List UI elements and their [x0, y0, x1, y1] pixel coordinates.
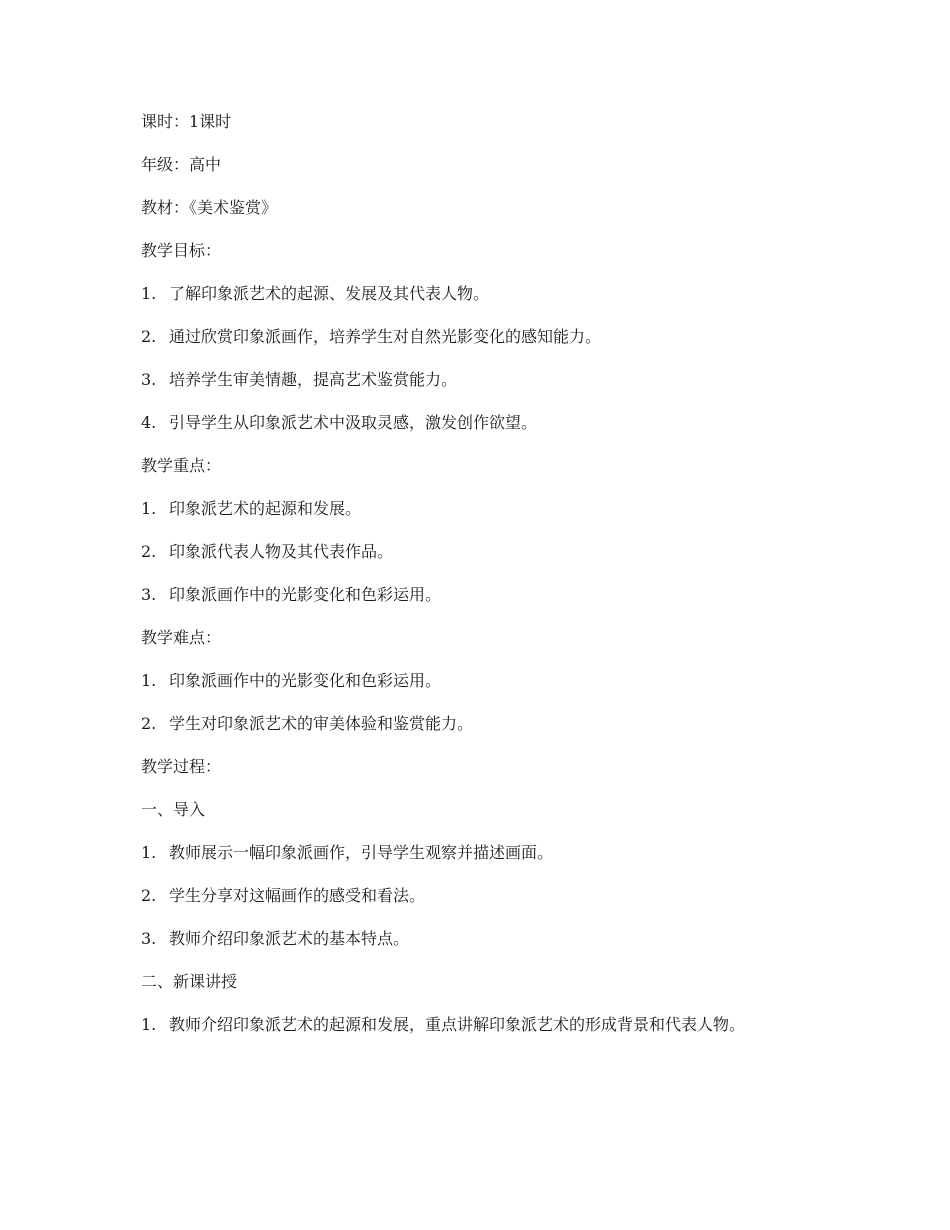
difficulty-item [141, 710, 811, 738]
intro-item [141, 882, 811, 910]
objectives-heading: 教学目标： [141, 241, 222, 260]
intro-item [141, 925, 811, 953]
list-number: 2. [141, 327, 157, 346]
key-point-item [141, 538, 811, 566]
list-text: 教师介绍印象派艺术的起源和发展，重点讲解印象派艺术的形成背景和代表人物。 [169, 1015, 746, 1034]
objective-item [141, 409, 811, 437]
list-text: 印象派艺术的起源和发展。 [169, 499, 362, 518]
list-number: 1. [141, 671, 157, 690]
key-points-heading: 教学重点： [141, 456, 222, 475]
list-number: 1. [141, 499, 157, 518]
new-lesson-section-heading: 二、新课讲授 [141, 972, 238, 991]
list-number: 3. [141, 929, 157, 948]
objective-item [141, 366, 811, 394]
list-text: 印象派画作中的光影变化和色彩运用。 [169, 585, 442, 604]
intro-item [141, 839, 811, 867]
list-number: 2. [141, 714, 157, 733]
list-number: 1. [141, 843, 157, 862]
process-heading: 教学过程： [141, 757, 222, 776]
list-number: 1. [141, 284, 157, 303]
list-number: 2. [141, 542, 157, 561]
list-text: 印象派画作中的光影变化和色彩运用。 [169, 671, 442, 690]
lesson-grade: 年级：高中 [141, 155, 222, 174]
key-point-item [141, 495, 811, 523]
intro-section-heading: 一、导入 [141, 800, 206, 819]
objective-item [141, 323, 811, 351]
list-number: 2. [141, 886, 157, 905]
list-number: 3. [141, 585, 157, 604]
list-text: 学生分享对这幅画作的感受和看法。 [169, 886, 426, 905]
list-number: 4. [141, 413, 157, 432]
lesson-period: 课时：1课时 [141, 112, 232, 131]
list-text: 培养学生审美情趣，提高艺术鉴赏能力。 [169, 370, 458, 389]
list-text: 教师展示一幅印象派画作，引导学生观察并描述画面。 [169, 843, 554, 862]
list-text: 印象派代表人物及其代表作品。 [169, 542, 394, 561]
lesson-textbook: 教材：《美术鉴赏》 [141, 198, 278, 217]
objective-item [141, 280, 811, 308]
list-text: 引导学生从印象派艺术中汲取灵感，激发创作欲望。 [169, 413, 538, 432]
key-point-item [141, 581, 811, 609]
new-lesson-item [141, 1011, 811, 1038]
list-text: 了解印象派艺术的起源、发展及其代表人物。 [169, 284, 490, 303]
difficulty-item [141, 667, 811, 695]
list-number: 1. [141, 1015, 157, 1034]
difficulties-heading: 教学难点： [141, 628, 222, 647]
lesson-plan-body [141, 108, 811, 1053]
list-number: 3. [141, 370, 157, 389]
list-text: 教师介绍印象派艺术的基本特点。 [169, 929, 410, 948]
list-text: 通过欣赏印象派画作，培养学生对自然光影变化的感知能力。 [169, 327, 602, 346]
list-text: 学生对印象派艺术的审美体验和鉴赏能力。 [169, 714, 474, 733]
